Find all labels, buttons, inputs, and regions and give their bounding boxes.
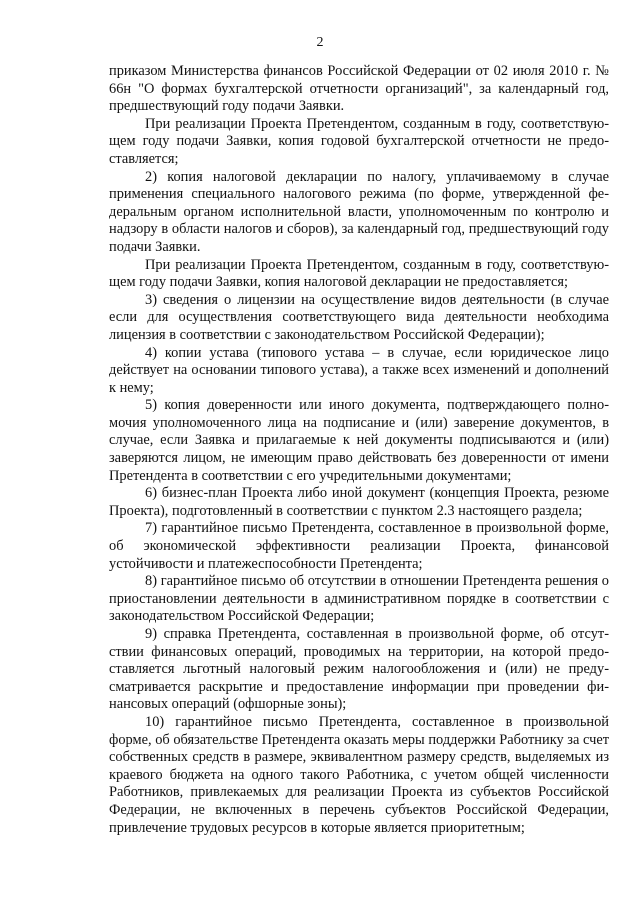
paragraph-item-8-guarantee-letter: 8) гарантийное письмо об отсутствии в отношении Претендента решения о приостановлении деятельности в административном порядке в соответствии с законодательством Российской Федерации; bbox=[109, 573, 609, 625]
paragraph-tax-declaration-exemption: При реализации Проекта Претендентом, созданным в году, соответствующем году подачи Заявки, копия налоговой декларации не предоставляется; bbox=[109, 256, 609, 291]
paragraph-intro-continuation: приказом Министерства финансов Российской Федерации от 02 июля 2010 г. № 66н "О формах бухгалтерской отчетности организаций", за календарный год, предшествующий году подачи Заявки. bbox=[109, 63, 609, 115]
paragraph-accounting-exemption: При реализации Проекта Претендентом, созданным в году, соответствующем году подачи Заявки, копия годовой бухгалтерской отчетности не предоставляется; bbox=[109, 115, 609, 167]
paragraph-item-7-guarantee-letter: 7) гарантийное письмо Претендента, составленное в произвольной форме, об экономической эффективности реализации Проекта, финансовой устойчивости и платежеспособности Претендента; bbox=[109, 520, 609, 572]
document-body bbox=[109, 63, 609, 837]
paragraph-item-5-power-of-attorney: 5) копия доверенности или иного документа, подтверждающего полномочия уполномоченного лица на подписание и (или) заверение документов, в случае, если Заявка и прилагаемые к ней документы подписываются и (или) заверяются лицом, не имеющим право действовать без доверенности от имени Претендента в соответствии с его учредительными документами; bbox=[109, 397, 609, 484]
page-number: 2 bbox=[316, 35, 324, 50]
paragraph-item-3-license: 3) сведения о лицензии на осуществление видов деятельности (в случае если для осуществления соответствующего вида деятельности необходима лицензия в соответствии с законодательством Российской Федерации); bbox=[109, 291, 609, 343]
paragraph-item-2-tax-declaration: 2) копия налоговой декларации по налогу, уплачиваемому в случае применения специального налогового режима (по форме, утвержденной федеральным органом исполнительной власти, уполномоченным по контролю и надзору в области налогов и сборов), за календарный год, предшествующий году подачи Заявки. bbox=[109, 168, 609, 255]
paragraph-item-6-business-plan: 6) бизнес-план Проекта либо иной документ (концепция Проекта, резюме Проекта), подготовленный в соответствии с пунктом 2.3 настоящего раздела; bbox=[109, 485, 609, 519]
paragraph-item-4-charter: 4) копии устава (типового устава – в случае, если юридическое лицо действует на основании типового устава), а также всех изменений и дополнений к нему; bbox=[109, 344, 609, 396]
paragraph-item-10-guarantee-letter: 10) гарантийное письмо Претендента, составленное в произвольной форме, об обязательстве Претендента оказать меры поддержки Работнику за счет собственных средств в размере, эквивалентном размеру средств, выделяемых из краевого бюджета на одного такого Работника, с учетом общей численности Работников, привлекаемых для реализации Проекта из субъектов Российской Федерации, не включенных в перечень субъектов Российской Федерации, привлечение трудовых ресурсов в которые является приоритетным; bbox=[109, 713, 609, 836]
paragraph-item-9-certificate: 9) справка Претендента, составленная в произвольной форме, об отсутствии финансовых операций, проводимых на территории, на которой предоставляется льготный налоговый режим налогообложения и (или) не предусматривается раскрытие и предоставление информации при проведении финансовых операций (офшорные зоны); bbox=[109, 626, 609, 713]
